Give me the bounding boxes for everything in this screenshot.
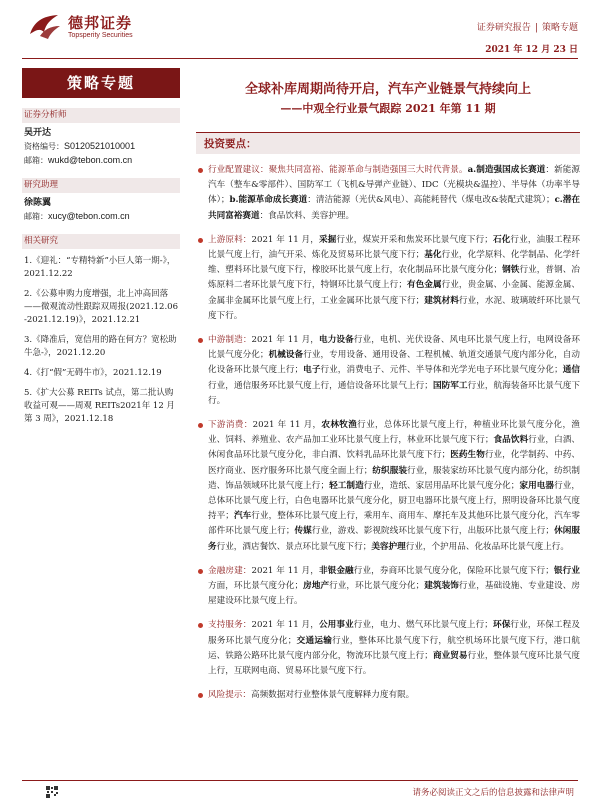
key-point-highlight: 纺织服装 [372, 465, 407, 476]
key-point-highlight: 农林牧渔 [321, 420, 358, 431]
logo-chinese-name: 德邦证券 [68, 14, 133, 32]
assistant-name: 徐陈翼 [24, 198, 52, 208]
key-point-highlight: 石化 [492, 234, 511, 245]
key-point-text: 方面，环比景气度分化； [208, 581, 304, 592]
key-point-text: 行业，消费电子、元件、半导体和光学光电子环比景气度分化； [320, 365, 563, 376]
header-divider [22, 58, 578, 59]
key-point-text: 行业，通信服务环比景气度上行，通信设备环比景气上行； [208, 380, 433, 391]
red-dot-bullet-icon [198, 238, 203, 243]
key-point-label: 中游制造： [208, 335, 252, 346]
key-point-text: 2021 年 11 月， [251, 234, 319, 245]
key-point-text: 行业，油服工程环比景气度上行，油气开采、炼化及贸易环比景气度下行； [208, 234, 580, 261]
key-point-highlight: 银行业 [553, 565, 580, 576]
footer-divider [22, 780, 578, 781]
key-point-highlight: 机械设备 [268, 350, 304, 361]
key-point-text: 行业，整体环比景气度下行，航空机场环比景气度下行，港口航运、铁路公路环比景气度内部分化，物流环比景气度上行； [208, 635, 580, 661]
key-point-text: 行业，煤炭开采和焦炭环比景气度下行； [336, 234, 493, 245]
key-point-text: 行业，电力、燃气环比景气度上行； [353, 620, 493, 631]
analyst-name: 吴开达 [24, 128, 52, 138]
key-point-text: 行业，服装家纺环比景气度内部分化，纺织制造、饰品领域环比景气度上行； [208, 465, 580, 491]
related-item[interactable]: 5.《扩大公募 REITs 试点，第二批认购收益可观——周观 REITs2021年 12 月第 3 周》，2021.12.18 [24, 388, 175, 424]
report-title: 全球补库周期尚待开启，汽车产业链景气持续向上 [244, 82, 531, 97]
key-point-text: 行业，酒店餐饮、景点环比景气度下行； [216, 541, 372, 552]
key-point-text: 行业，总体环比景气度上行，白色电器环比景气度分化，厨卫电器环比景气度上行，照明设备环比景气度持平； [208, 480, 580, 522]
report-subtitle: ——中观全行业景气跟踪 2021 年第 11 期 [280, 102, 496, 115]
key-point-text: 行业，化学制药、中药、医疗商业、医疗服务环比景气度全面上行； [208, 450, 580, 476]
key-point-text: 行业，造纸、家居用品环比景气度分化； [363, 480, 520, 491]
key-point-paragraph [196, 163, 580, 224]
qr-code-icon [46, 786, 58, 798]
sidebar [22, 68, 180, 776]
key-point-highlight: 建筑材料 [424, 295, 459, 306]
red-dot-bullet-icon [198, 338, 203, 343]
key-point-highlight: a.制造强国成长赛道 [467, 165, 546, 175]
key-point-highlight: 美容护理 [371, 541, 406, 552]
key-point-highlight: 汽车 [233, 511, 252, 522]
key-point-text: 行业，贵金属、小金属、能源金属、金属非金属环比景气度上行，工业金属环比景气度下行； [208, 280, 580, 306]
abstract-heading: 投资要点： [196, 132, 580, 154]
red-dot-bullet-icon [198, 693, 203, 698]
key-point-highlight: 基化 [424, 250, 442, 261]
key-point-highlight: 家用电器 [519, 480, 555, 491]
key-point-label: 上游原料： [208, 234, 252, 245]
key-point-highlight: 电力设备 [318, 335, 354, 346]
related-item[interactable]: 1.《迎礼：“专精特新”小巨人第一期-》，2021.12.22 [24, 256, 176, 279]
analyst-info [22, 123, 180, 168]
red-dot-bullet-icon [198, 423, 203, 428]
key-point-text: 行业，环保工程及服务环比景气度分化； [208, 620, 580, 646]
key-point-text: 行业，整体环比景气度上行，乘用车、商用车、摩托车及其他环比景气度分化，汽车零部件环比景气度上行； [208, 511, 580, 537]
sidebar-title: 策略专题 [22, 68, 180, 98]
key-point-highlight: 建筑装饰 [424, 581, 459, 592]
company-logo [28, 10, 178, 44]
red-dot-bullet-icon [198, 168, 203, 173]
assistant-email-link[interactable]: xucy@tebon.com.cn [48, 211, 130, 221]
key-point-highlight: 食品饮料 [493, 435, 529, 446]
related-item[interactable]: 4.《打“假”无碍牛市》，2021.12.19 [24, 368, 162, 378]
key-point-highlight: 国防军工 [432, 380, 468, 391]
related-research-list [22, 249, 180, 426]
key-point-text: 行业，水泥、玻璃玻纤环比景气度下行。 [208, 295, 580, 321]
report-type: 证券研究报告 [476, 23, 531, 33]
key-point-highlight: 轻工制造 [329, 480, 364, 491]
key-point-paragraph [196, 418, 580, 555]
key-point-label: 金融房建： [208, 565, 252, 576]
key-point-text: 2021 年 11 月， [251, 565, 319, 576]
key-point-label: 下游消费： [208, 420, 253, 431]
key-point-highlight: 传媒 [294, 526, 312, 537]
key-point-highlight: 房地产 [303, 581, 330, 592]
key-point-text: ：清洁能源（光伏&风电）、高能耗替代（煤电改&装配式建筑）； [307, 195, 555, 206]
header-separator: | [534, 23, 538, 33]
assistant-heading: 研究助理 [22, 178, 180, 193]
key-point-highlight: 休闲服务 [208, 526, 580, 552]
key-point-highlight: 商业贸易 [432, 650, 468, 661]
key-point-text: 行业，化学原料、化学制品、化学纤维、塑料环比景气度下行，橡胶环比景气度上行，农化制品环比景气度分化； [208, 250, 580, 276]
key-point-highlight: 交通运输 [296, 635, 333, 646]
key-point-paragraph [196, 233, 580, 324]
key-point-highlight: 非银金融 [318, 565, 354, 576]
key-points [196, 163, 580, 704]
key-point-text: 行业，游戏、影视院线环比景气度下行，出版环比景气度上行； [311, 526, 555, 537]
key-point-highlight: 公用事业 [318, 620, 354, 631]
key-point-text: 行业，电机、光伏设备、风电环比景气度上行，电网设备环比景气度分化； [208, 335, 580, 361]
key-point-label: 支持服务： [208, 620, 252, 631]
key-point-paragraph [196, 688, 580, 703]
key-point-highlight: 环保 [492, 620, 511, 631]
key-point-text: 高频数据对行业整体景气度解释力度有限。 [250, 690, 415, 701]
key-point-highlight: b.能源革命成长赛道 [229, 195, 308, 206]
assistant-email: 邮箱：xucy@tebon.com.cn [24, 211, 130, 221]
key-point-text: 2021 年 11 月， [251, 620, 319, 631]
report-category [477, 20, 578, 33]
key-point-highlight: 通信 [562, 365, 580, 376]
key-point-text: 2021 年 11 月， [251, 335, 319, 346]
key-point-text: 行业，航海装备环比景气度下行。 [208, 380, 580, 406]
report-date: 2021 年 12 月 23 日 [485, 45, 578, 55]
analyst-email: 邮箱：wukd@tebon.com.cn [24, 155, 133, 165]
key-point-paragraph [196, 618, 580, 679]
report-section: 策略专题 [541, 23, 578, 33]
key-point-highlight: 钢铁 [502, 265, 520, 276]
key-point-paragraph [196, 333, 580, 409]
related-item[interactable]: 2.《公募申购力度增强，北上冲高回落——微观流动性跟踪双周报(2021.12.06-2021.12.19)》，2021.12.21 [24, 289, 178, 325]
logo-english-name: Topsperity Securities [68, 32, 133, 39]
key-point-label: 行业配置建议：聚焦共同富裕、能源革命与制造强国三大时代背景。 [208, 165, 468, 175]
key-point-highlight: 有色金属 [406, 280, 442, 291]
key-point-text: 行业，总体环比景气度上行，种植业环比景气度分化，渔业、饲料、养殖业、农产品加工业环比景气度上行，林业环比景气度下行； [208, 420, 580, 446]
bird-logo-icon [28, 12, 62, 40]
assistant-info [22, 193, 180, 224]
key-point-text: 行业，环比景气度分化； [329, 581, 425, 592]
analyst-email-link[interactable]: wukd@tebon.com.cn [48, 155, 133, 165]
key-point-highlight: 医药生物 [450, 450, 485, 461]
key-point-text: 行业，专用设备、通用设备、工程机械、轨道交通景气度内部分化，自动化设备环比景气度上行； [208, 350, 580, 376]
analyst-heading: 证券分析师 [22, 108, 180, 123]
key-point-text: 行业，普钢、冶炼原料二者环比景气度下行，特钢环比景气度上行； [208, 265, 580, 291]
main-content [196, 68, 580, 704]
key-point-text: 行业，基础设施、专业建设、房屋建设环比景气度上行。 [208, 581, 580, 607]
key-point-text: 行业，券商环比景气度分化，保险环比景气度下行； [353, 565, 554, 576]
key-point-label: 风险提示： [208, 690, 251, 701]
key-point-text: ：新能源汽车（整车&零部件）、国防军工（飞机&导弹产业链）、IDC（光模块&温控）、半导体（功率半导体）； [208, 165, 580, 206]
related-research-heading: 相关研究 [22, 234, 180, 249]
red-dot-bullet-icon [198, 623, 203, 628]
key-point-highlight: 采掘 [318, 234, 337, 245]
red-dot-bullet-icon [198, 569, 203, 574]
key-point-paragraph [196, 564, 580, 610]
key-point-text: 行业，整体景气度环比景气度上行，互联网电商、贸易环比景气度下行。 [208, 650, 580, 677]
related-item[interactable]: 3.《降准后，宽信用的路在何方？宽松助牛急-》，2021.12.20 [24, 335, 177, 358]
key-point-text: ：食品饮料、美容护理。 [259, 210, 355, 221]
analyst-cert: 资格编号：S0120521010001 [24, 141, 136, 151]
key-point-highlight: c.潜在共同富裕赛道 [208, 195, 580, 221]
disclaimer: 请务必阅读正文之后的信息披露和法律声明 [412, 788, 574, 798]
key-point-text: 行业，个护用品、化妆品环比景气度上行。 [405, 541, 569, 552]
key-point-text: 2021 年 11 月， [252, 420, 322, 431]
key-point-text: 行业，白酒、休闲食品环比景气度分化，非白酒、饮料乳品环比景气度下行； [208, 435, 580, 461]
key-point-highlight: 电子 [303, 365, 321, 376]
